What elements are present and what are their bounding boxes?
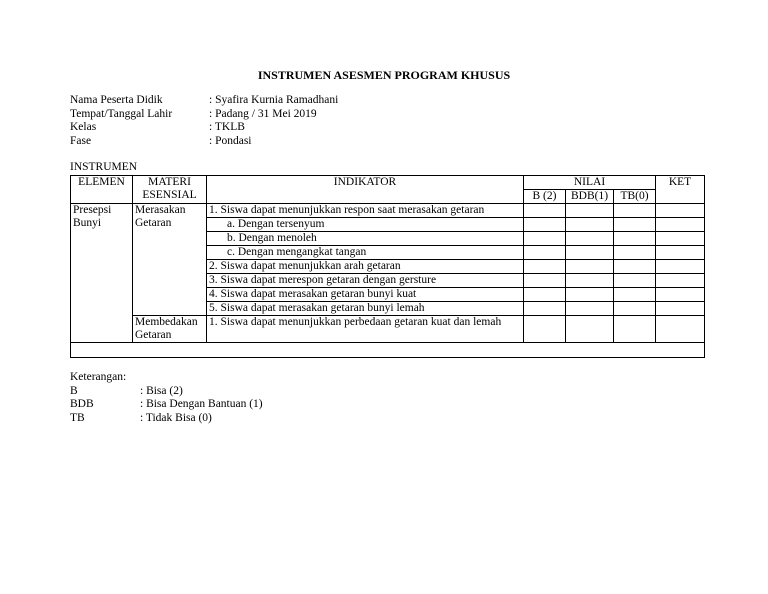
indikator-cell: 5. Siswa dapat merasakan getaran bunyi lemah [207, 302, 524, 316]
header-elemen: ELEMEN [71, 176, 133, 204]
legend-item [70, 412, 263, 426]
elemen-cell: Presepsi Bunyi [71, 204, 133, 343]
legend-code: TB [70, 411, 85, 424]
info-row-class [70, 121, 338, 135]
legend [70, 371, 263, 425]
info-label: Nama Peserta Didik [70, 94, 163, 106]
indikator-cell: c. Dengan mengangkat tangan [207, 246, 524, 260]
info-row-birth [70, 108, 338, 122]
indikator-cell: 3. Siswa dapat merespon getaran dengan gersture [207, 274, 524, 288]
table-row [71, 316, 705, 343]
indikator-cell: 2. Siswa dapat menunjukkan arah getaran [207, 260, 524, 274]
header-tb: TB(0) [614, 190, 656, 204]
info-value: : Pondasi [209, 134, 252, 147]
document-title: INSTRUMEN ASESMEN PROGRAM KHUSUS [257, 68, 511, 82]
table-empty-row [71, 343, 705, 358]
student-info [70, 94, 338, 148]
table-row [71, 204, 705, 218]
info-value: : TKLB [209, 121, 245, 134]
materi-cell: Membedakan Getaran [133, 316, 207, 343]
info-label: Tempat/Tanggal Lahir [70, 107, 173, 120]
legend-item [70, 398, 263, 412]
info-row-name [70, 94, 338, 108]
info-value: : Padang / 31 Mei 2019 [209, 107, 317, 120]
info-value: : Syafira Kurnia Ramadhani [209, 94, 339, 106]
info-label: Fase [70, 134, 92, 147]
indikator-cell: a. Dengan tersenyum [207, 218, 524, 232]
info-row-phase [70, 135, 338, 149]
header-bdb: BDB(1) [566, 190, 614, 204]
legend-item [70, 385, 263, 399]
assessment-table [70, 175, 705, 358]
legend-code: B [70, 384, 78, 397]
legend-code: BDB [70, 398, 94, 411]
legend-heading: Keterangan: [70, 371, 127, 383]
table-header-row [71, 176, 705, 190]
header-indikator: INDIKATOR [207, 176, 524, 204]
header-materi: MATERI ESENSIAL [133, 176, 207, 204]
indikator-cell: b. Dengan menoleh [207, 232, 524, 246]
header-b: B (2) [524, 190, 566, 204]
legend-desc: : Bisa (2) [140, 384, 183, 397]
indikator-cell: 1. Siswa dapat menunjukkan respon saat merasakan getaran [207, 204, 524, 218]
indikator-cell: 1. Siswa dapat menunjukkan perbedaan getaran kuat dan lemah [207, 316, 524, 343]
indikator-cell: 4. Siswa dapat merasakan getaran bunyi kuat [207, 288, 524, 302]
instrument-label: INSTRUMEN [70, 161, 138, 173]
legend-desc: : Bisa Dengan Bantuan (1) [140, 398, 263, 411]
materi-cell: Merasakan Getaran [133, 204, 207, 316]
legend-desc: : Tidak Bisa (0) [140, 411, 212, 424]
header-nilai: NILAI [524, 176, 656, 190]
header-ket: KET [656, 176, 705, 204]
info-label: Kelas [70, 121, 97, 134]
